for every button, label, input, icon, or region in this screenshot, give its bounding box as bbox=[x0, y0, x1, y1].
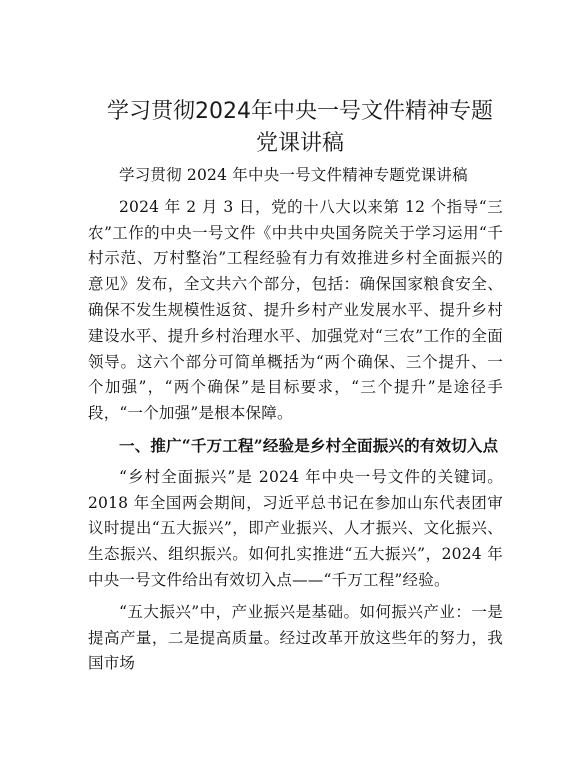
section-heading-1: 一、推广“千万工程”经验是乡村全面振兴的有效切入点 bbox=[119, 435, 499, 455]
document-body bbox=[88, 163, 503, 683]
document-subtitle: 学习贯彻 2024 年中央一号文件精神专题党课讲稿 bbox=[119, 166, 468, 184]
paragraph-industry-revitalization: “五大振兴”中，产业振兴是基础。如何振兴产业：一是提高产量，二是提高质量。经过改革开放这些年的努力，我国市场 bbox=[88, 602, 503, 673]
paragraph-rural-revitalization: “乡村全面振兴”是 2024 年中央一号文件的关键词。2018 年全国两会期间，习近平总书记在参加山东代表团审议时提出“五大振兴”，即产业振兴、人才振兴、文化振兴、生态振兴、组织振兴。如何扎实推进“五大振兴”，2024 年中央一号文件给出有效切入点——“千万工程”经验。 bbox=[88, 467, 503, 589]
document-title: 学习贯彻2024年中央一号文件精神专题党课讲稿 bbox=[107, 99, 493, 156]
paragraph-intro: 2024 年 2 月 3 日，党的十八大以来第 12 个指导“三农”工作的中央一号文件《中共中央国务院关于学习运用“千村示范、万村整治”工程经验有力有效推进乡村全面振兴的意见》发布，全文共六个部分，包括：确保国家粮食安全、确保不发生规模性返贫、提升乡村产业发展水平、提升乡村建设水平、提升乡村治理水平、加强党对“三农”工作的全面领导。这六个部分可简单概括为“两个确保、三个提升、一个加强”，“两个确保”是目标要求，“三个提升”是途径手段，“一个加强”是根本保障。 bbox=[88, 197, 503, 423]
